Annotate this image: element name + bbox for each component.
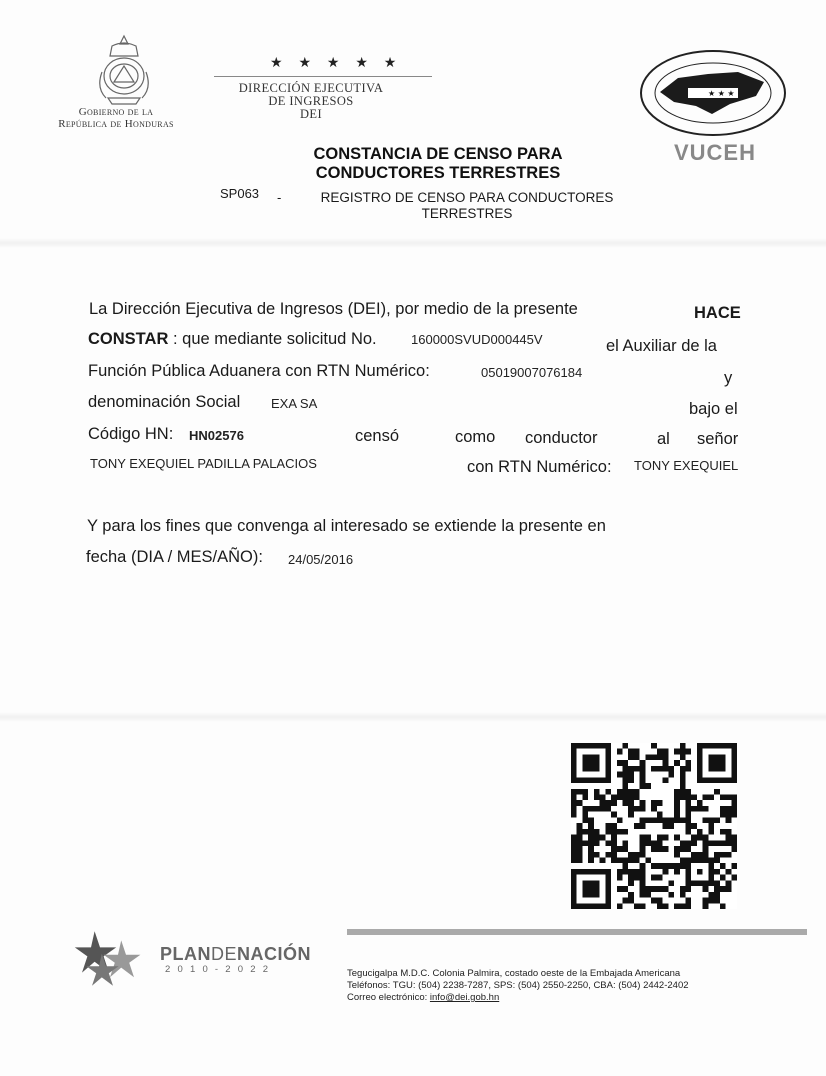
title-line-1: CONSTANCIA DE CENSO PARA xyxy=(313,145,563,163)
title-line-2: CONDUCTORES TERRESTRES xyxy=(315,164,561,182)
footer-email-line xyxy=(347,992,499,1004)
dei-line-2: DE INGRESOS xyxy=(268,94,354,108)
email-link[interactable]: info@dei.gob.hn xyxy=(429,992,500,1003)
qr-code xyxy=(571,743,737,909)
body-text: : que mediante solicitud No. xyxy=(173,330,377,348)
rtn-auxiliar: 05019007076184 xyxy=(481,365,583,380)
plan-word: NACIÓN xyxy=(237,944,312,964)
body-text: denominación Social xyxy=(88,393,241,411)
conductor-name: TONY EXEQUIEL PADILLA PALACIOS xyxy=(90,456,317,471)
body-text: con RTN Numérico: xyxy=(467,458,612,476)
body-text: como xyxy=(455,428,496,446)
rtn-conductor: TONY EXEQUIEL xyxy=(634,458,739,473)
subtitle-line-1: REGISTRO DE CENSO PARA CONDUCTORES xyxy=(320,190,614,205)
body-text: al xyxy=(657,430,670,448)
document-subtitle xyxy=(304,190,630,222)
plan-years: 2010-2022 xyxy=(165,964,276,975)
body-bold: CONSTAR xyxy=(88,330,169,348)
body-text: Y para los fines que convenga al interesado se extiende la presente en xyxy=(87,517,606,535)
dei-rule xyxy=(214,76,432,77)
vuceh-wordmark: VUCEH xyxy=(673,140,756,165)
solicitud-number: 160000SVUD000445V xyxy=(411,332,543,347)
body-text: La Dirección Ejecutiva de Ingresos (DEI), por medio de la presente xyxy=(89,300,578,318)
plan-de-nacion-wordmark xyxy=(160,944,311,965)
footer-phones: Teléfonos: TGU: (504) 2238-7287, SPS: (504) 2550-2250, CBA: (504) 2442-2402 xyxy=(347,980,689,991)
dei-line-3: DEI xyxy=(299,107,323,121)
vuceh-seal-icon xyxy=(638,48,788,138)
body-text: fecha (DIA / MES/AÑO): xyxy=(86,548,263,566)
body-text: y xyxy=(724,369,733,387)
form-dash: - xyxy=(277,190,282,205)
stars-decoration: ★ ★ ★ ★ ★ xyxy=(270,54,403,70)
body-bold: HACE xyxy=(694,304,741,322)
footer-rule xyxy=(347,929,807,935)
body-text: bajo el xyxy=(689,400,738,418)
body-text: conductor xyxy=(525,429,598,447)
codigo-hn: HN02576 xyxy=(189,428,244,443)
gov-line-1: Gobierno de la xyxy=(78,106,154,118)
government-name xyxy=(36,106,196,130)
plan-word: PLAN xyxy=(160,944,211,964)
plan-word: DE xyxy=(211,944,238,964)
body-text: censó xyxy=(355,427,400,445)
dei-name xyxy=(236,82,386,121)
fecha-value: 24/05/2016 xyxy=(288,552,354,567)
form-code: SP063 xyxy=(220,186,260,201)
svg-text:★ ★ ★: ★ ★ ★ xyxy=(708,89,735,98)
plan-de-nacion-logo-icon xyxy=(70,920,150,990)
paper-fold xyxy=(0,712,826,722)
body-text: Código HN: xyxy=(88,425,174,443)
denominacion-social: EXA SA xyxy=(271,396,318,411)
gov-line-2: República de Honduras xyxy=(58,118,174,130)
body-text: el Auxiliar de la xyxy=(606,337,717,355)
body-text: Función Pública Aduanera con RTN Numérico: xyxy=(88,362,430,380)
body-text: señor xyxy=(697,430,739,448)
subtitle-line-2: TERRESTRES xyxy=(421,206,513,221)
email-label: Correo electrónico: xyxy=(347,992,428,1003)
document-title xyxy=(276,145,600,183)
footer-address: Tegucigalpa M.D.C. Colonia Palmira, costado oeste de la Embajada Americana xyxy=(347,968,681,979)
paper-fold xyxy=(0,238,826,248)
honduras-coat-of-arms-icon xyxy=(92,32,156,108)
dei-line-1: DIRECCIÓN EJECUTIVA xyxy=(238,81,384,95)
